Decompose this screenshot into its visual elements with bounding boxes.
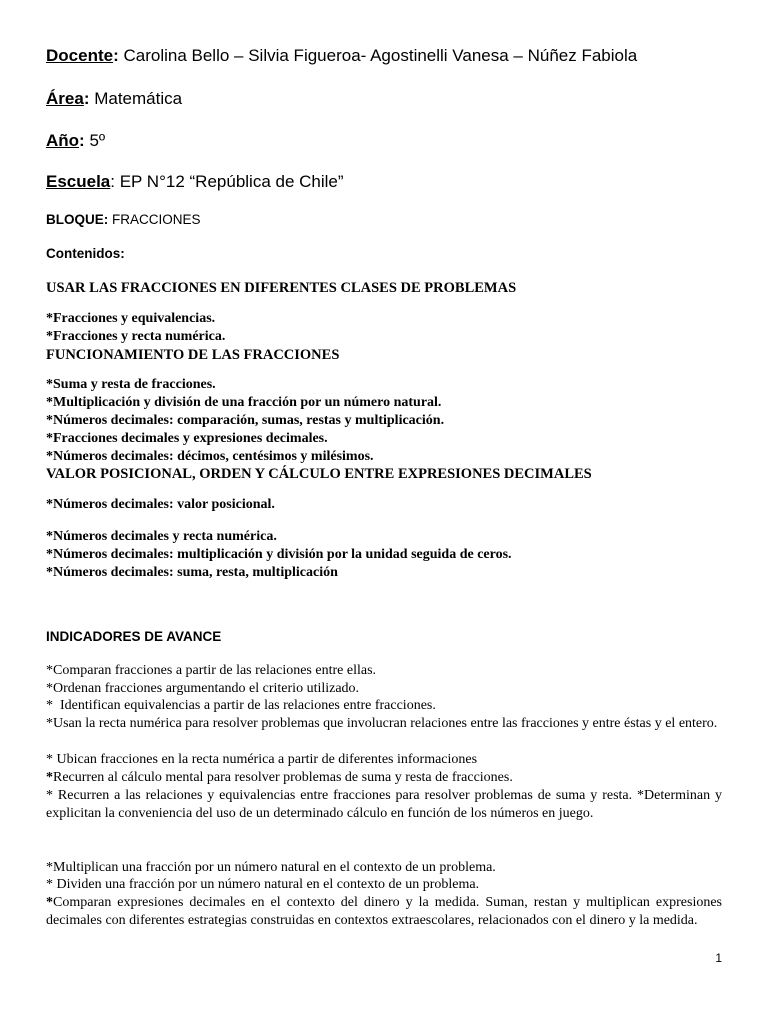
indicador-bullet: * [46,770,53,785]
contenido-item: *Números decimales y recta numérica. [46,529,277,544]
indicador-item: *Comparan fracciones a partir de las relaciones entre ellas. [46,663,377,678]
indicador-bullet: * [46,895,53,910]
contenido-item: *Números decimales: décimos, centésimos y milésimos. [46,449,374,464]
indicador-item: *Usan la recta numérica para resolver problemas que involucran relaciones entre las fracciones y entre éstas y el entero. [46,716,718,731]
contenido-item: *Fracciones y recta numérica. [46,329,226,344]
area-label: Área [46,89,84,108]
indicador-text: Comparan expresiones decimales en el contexto del dinero y la medida. Suman, restan y multiplican expresiones decimales con diferentes estrategias construidas en contextos extraescolares, relacionados con el dinero y la medida. [46,895,722,928]
anio-colon: : [79,131,85,150]
bloque-value: FRACCIONES [108,212,201,227]
indicador-item: * Recurren a las relaciones y equivalencias entre fracciones para resolver problemas de suma y resta. *Determinan y explicitan la conveniencia del uso de un determinado cálculo en función de los números en juego. [46,788,722,821]
indicador-item [46,894,722,930]
indicadores-title: INDICADORES DE AVANCE [46,629,222,644]
contenido-item: *Números decimales: multiplicación y división por la unidad seguida de ceros. [46,547,512,562]
contenido-item: *Fracciones y equivalencias. [46,311,216,326]
docente-label: Docente [46,46,114,65]
contenidos-heading-3: VALOR POSICIONAL, ORDEN Y CÁLCULO ENTRE EXPRESIONES DECIMALES [46,466,592,482]
anio-value: 5º [84,131,106,150]
docente-value: Carolina Bello – Silvia Figueroa- Agostinelli Vanesa – Núñez Fabiola [118,46,638,65]
contenidos-label: Contenidos: [46,246,125,261]
contenido-item: *Números decimales: valor posicional. [46,497,275,512]
contenido-item: *Suma y resta de fracciones. [46,377,216,392]
contenidos-heading-1: USAR LAS FRACCIONES EN DIFERENTES CLASES DE PROBLEMAS [46,280,517,296]
bloque-label: BLOQUE: [46,212,109,227]
indicador-item: * Ubican fracciones en la recta numérica a partir de diferentes informaciones [46,752,478,767]
contenido-item: *Números decimales: suma, resta, multiplicación [46,565,338,580]
bloque-line [46,212,201,227]
escuela-label: Escuela [46,172,111,191]
page-number: 1 [715,951,722,965]
contenido-item: *Multiplicación y división de una fracción por un número natural. [46,395,442,410]
anio-label: Año [46,131,80,150]
docente-line [46,46,637,66]
indicador-item [46,769,722,787]
docente-colon: : [113,46,119,65]
area-value: Matemática [89,89,183,108]
contenido-item: *Fracciones decimales y expresiones decimales. [46,431,328,446]
area-line [46,89,182,109]
anio-line [46,131,105,151]
escuela-line [46,172,344,192]
indicador-text: Recurren al cálculo mental para resolver problemas de suma y resta de fracciones. [53,770,513,785]
indicador-item: *Multiplican una fracción por un número natural en el contexto de un problema. [46,860,496,875]
contenidos-heading-2: FUNCIONAMIENTO DE LAS FRACCIONES [46,347,340,363]
escuela-value: : EP N°12 “República de Chile” [110,172,344,191]
indicador-item: *Ordenan fracciones argumentando el criterio utilizado. [46,681,360,696]
indicador-item: * Identifican equivalencias a partir de las relaciones entre fracciones. [46,698,436,713]
area-colon: : [83,89,90,108]
indicador-item: * Dividen una fracción por un número natural en el contexto de un problema. [46,877,480,892]
contenido-item: *Números decimales: comparación, sumas, restas y multiplicación. [46,413,445,428]
